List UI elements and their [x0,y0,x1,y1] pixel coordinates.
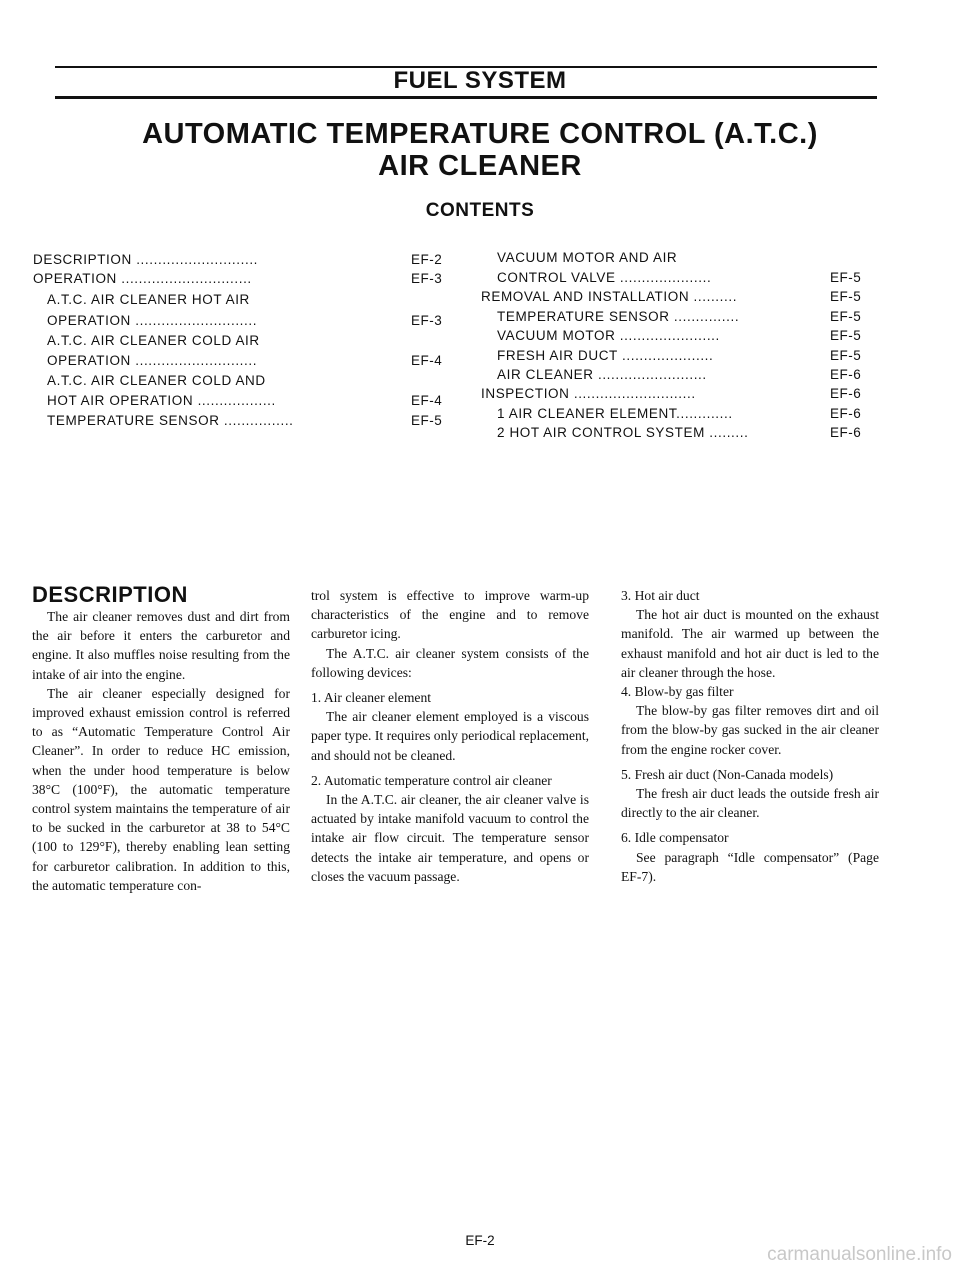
toc-entry[interactable]: AIR CLEANER ......................... [497,367,707,382]
toc-page-number: EF-6 [830,425,862,440]
paragraph: The A.T.C. air cleaner system consists of the following devices: [311,645,589,680]
toc-page-number: EF-4 [411,393,443,408]
toc-entry[interactable]: DESCRIPTION ............................ [33,252,259,267]
section-header: FUEL SYSTEM [393,67,567,94]
toc-entry[interactable]: A.T.C. AIR CLEANER COLD AIR [47,333,260,348]
toc-entry[interactable]: A.T.C. AIR CLEANER COLD AND [47,373,266,388]
list-item-title: 4. Blow-by gas filter [621,684,734,700]
paragraph: trol system is effective to improve warm-up characteristics of the engine and to remove carburetor icing. [311,588,589,642]
list-item-body: The air cleaner element employed is a viscous paper type. It requires only periodical replacement, and should not be cleaned. [311,709,589,763]
toc-entry[interactable]: INSPECTION ............................ [481,386,696,401]
toc-page-number: EF-2 [411,252,443,267]
toc-entry[interactable]: CONTROL VALVE ..................... [497,270,712,285]
toc-entry[interactable]: OPERATION ............................ [47,353,258,368]
body-column-1 [32,607,290,895]
toc-entry[interactable]: 2 HOT AIR CONTROL SYSTEM ......... [497,425,749,440]
list-item-title: 3. Hot air duct [621,588,700,603]
toc-entry[interactable]: OPERATION ............................ [47,313,258,328]
toc-entry[interactable]: REMOVAL AND INSTALLATION .......... [481,289,738,304]
toc-page-number: EF-6 [830,386,862,401]
paragraph: The air cleaner removes dust and dirt from the air before it enters the carburetor and engine. It also muffles noise resulting from the intake of air into the engine. [32,609,290,682]
toc-page-number: EF-5 [830,348,862,363]
list-item-body: The hot air duct is mounted on the exhaust manifold. The air warmed up between the exhaust manifold and hot air duct is led to the air cleaner through the hose. [621,607,879,680]
toc-page-number: EF-5 [830,328,862,343]
toc-entry[interactable]: HOT AIR OPERATION .................. [47,393,276,408]
toc-entry[interactable]: TEMPERATURE SENSOR ................ [47,413,294,428]
list-item-body: In the A.T.C. air cleaner, the air cleaner valve is actuated by intake manifold vacuum to control the intake air flow circuit. The temperature sensor detects the intake air temperature, and opens or closes the vacuum passage. [311,792,589,884]
toc-entry[interactable]: OPERATION .............................. [33,271,252,286]
list-item-body: The blow-by gas filter removes dirt and oil from the blow-by gas sucked in the air cleaner from the engine rocker cover. [621,703,879,757]
body-column-3 [621,586,879,886]
list-item-title: 1. Air cleaner element [311,690,432,706]
page-title-line1: AUTOMATIC TEMPERATURE CONTROL (A.T.C.) [142,118,818,150]
toc-entry[interactable]: VACUUM MOTOR AND AIR [497,250,678,265]
list-item-body: See paragraph “Idle compensator” (Page EF-7). [621,849,879,884]
header-bottom-rule [55,96,877,99]
toc-page-number: EF-5 [830,270,862,285]
toc-page-number: EF-5 [830,309,862,324]
list-item-title: 5. Fresh air duct (Non-Canada models) [621,766,834,782]
toc-page-number: EF-6 [830,406,862,421]
toc-page-number: EF-5 [411,413,443,428]
watermark: carmanualsonline.info [767,1244,952,1265]
toc-entry[interactable]: VACUUM MOTOR ....................... [497,328,720,343]
paragraph: The air cleaner especially designed for improved exhaust emission control is referred to as “Automatic Temperature Control Air Cleaner”. In order to reduce HC emission, when the under hood temperature is below 38°C (100°F), the automatic temperature control system maintains the temperature of air to be sucked in the carburetor at 38 to 54°C (100 to 129°F), thereby enabling lean setting for carburetor calibration. In addition to this, the automatic temperature con- [32,685,290,893]
list-item-body: The fresh air duct leads the outside fresh air directly to the air cleaner. [621,786,879,821]
toc-page-number: EF-6 [830,367,862,382]
description-heading: DESCRIPTION [32,582,188,607]
toc-entry[interactable]: A.T.C. AIR CLEANER HOT AIR [47,292,250,307]
toc-entry[interactable]: 1 AIR CLEANER ELEMENT............. [497,406,733,421]
toc-page-number: EF-5 [830,289,862,304]
page-title-line2: AIR CLEANER [378,150,582,182]
toc-page-number: EF-3 [411,271,443,286]
list-item-title: 6. Idle compensator [621,830,729,846]
toc-page-number: EF-4 [411,353,443,368]
body-column-2 [311,586,589,886]
toc-entry[interactable]: TEMPERATURE SENSOR ............... [497,309,740,324]
contents-heading: CONTENTS [425,200,535,221]
page-number: EF-2 [465,1233,495,1248]
list-item-title: 2. Automatic temperature control air cleaner [311,772,552,788]
toc-entry[interactable]: FRESH AIR DUCT ..................... [497,348,714,363]
toc-page-number: EF-3 [411,313,443,328]
